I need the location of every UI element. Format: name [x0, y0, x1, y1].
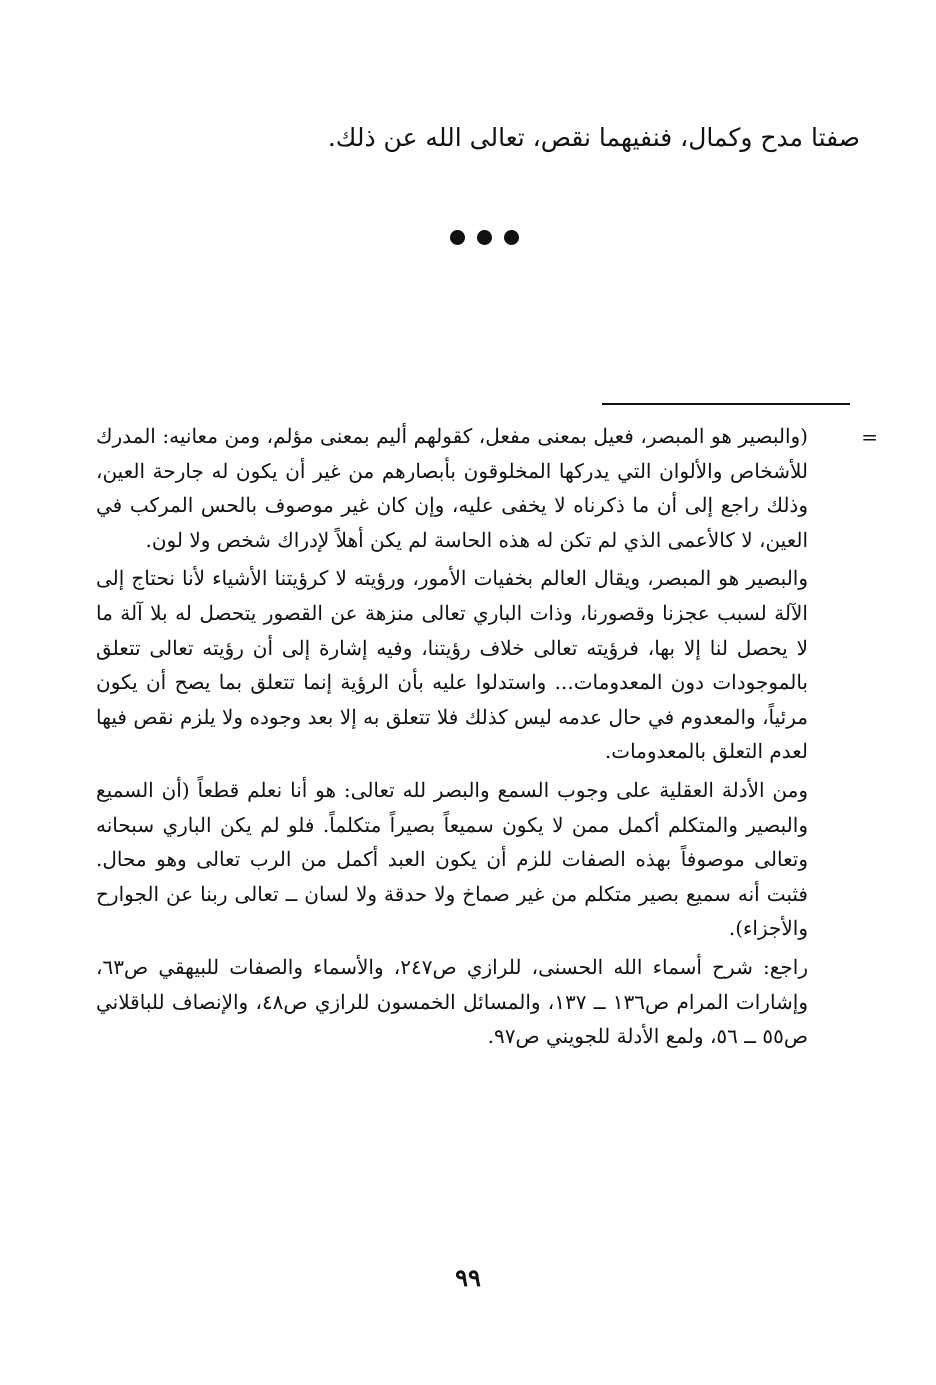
- footnote-paragraph: (والبصير هو المبصر، فعيل بمعنى مفعل، كقولهم أليم بمعنى مؤلم، ومن معانيه: المدرك للأشخاص والألوان التي يدركها المخلوقون بأبصارهم من غير أن يكون له جارحة العين، وذلك راجع إلى أن ما ذكرناه لا يخفى عليه، وإن كان غير موصوف بالحس المركب في العين، لا كالأعمى الذي لم تكن له هذه الحاسة لم يكن أهلاً لإدراك شخص ولا لون.: [96, 424, 808, 552]
- page-number: ٩٩: [455, 1263, 481, 1292]
- separator-dot: [504, 230, 519, 245]
- footnote-divider: [602, 403, 850, 405]
- footnote-paragraph: والبصير هو المبصر، ويقال العالم بخفيات الأمور، ورؤيته لا كرؤيتنا الأشياء لأنا نحتاج إلى الآلة لسبب عجزنا وقصورنا، وذات الباري تعالى منزهة عن القصور يتحصل له بلا آلة ما لا يحصل لنا إلا بها، فرؤيته تعالى خلاف رؤيتنا، وفيه إشارة إلى أن رؤيته تعالى تتعلق بالموجودات دون المعدومات... واستدلوا عليه بأن الرؤية إنما تتعلق بما يصح أن يكون مرئياً، والمعدوم في حال عدمه ليس كذلك فلا تتعلق به إلا بعد وجوده ولا يلزم نقص فيها لعدم التعلق بالمعدومات.: [96, 566, 808, 764]
- footnote-block: [96, 419, 808, 1054]
- separator-dot: [450, 230, 465, 245]
- separator-dot: [477, 230, 492, 245]
- footnote-continuation-mark: =: [861, 425, 878, 449]
- main-text-line: صفتا مدح وكمال، فنفيهما نقص، تعالى الله عن ذلك.: [327, 123, 860, 152]
- footnote-paragraph: راجع: شرح أسماء الله الحسنى، للرازي ص٢٤٧، والأسماء والصفات للبيهقي ص٦٣، وإشارات المرام ص١٣٦ ــ ١٣٧، والمسائل الخمسون للرازي ص٤٨، والإنصاف للباقلاني ص٥٥ ــ ٥٦، ولمع الأدلة للجويني ص٩٧.: [96, 954, 809, 1049]
- footnote-paragraph: ومن الأدلة العقلية على وجوب السمع والبصر لله تعالى: هو أنا نعلم قطعاً (أن السميع والبصير والمتكلم أكمل ممن لا يكون سميعاً بصيراً متكلماً. فلو لم يكن الباري سبحانه وتعالى موصوفاً بهذه الصفات للزم أن يكون العبد أكمل من الرب تعالى وهو محال. فثبت أنه سميع بصير متكلم من غير صماخ ولا حدقة ولا لسان ــ تعالى ربنا عن الجوارح والأجزاء).: [96, 777, 808, 941]
- separator-dots: [440, 226, 530, 248]
